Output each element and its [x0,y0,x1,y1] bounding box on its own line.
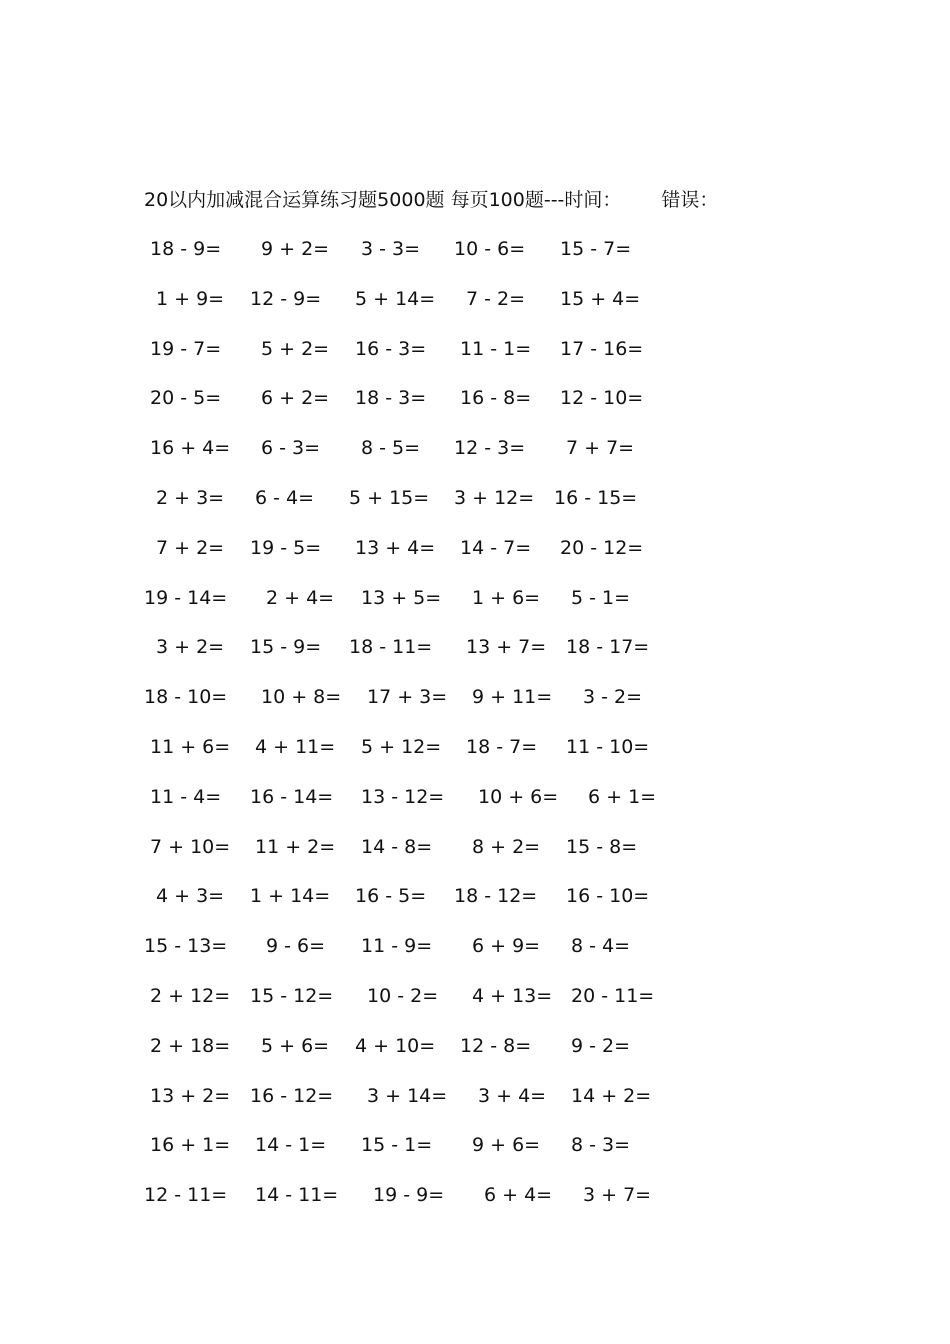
math-problem: 18 - 17= [566,636,650,659]
worksheet-header [144,186,718,214]
math-problem: 4 + 3= [156,885,225,908]
math-problem: 15 - 13= [144,935,228,958]
math-problem: 3 - 2= [583,686,643,709]
math-problem: 20 - 11= [571,984,655,1007]
math-problem: 8 - 3= [571,1134,631,1157]
math-problem: 14 + 2= [571,1084,652,1107]
problem-row [144,534,704,584]
math-problem: 13 + 5= [361,586,442,609]
math-problem: 7 + 10= [150,835,231,858]
math-problem: 12 - 11= [144,1184,228,1207]
worksheet-title: 20以内加减混合运算练习题5000题 每页100题---时间： [144,189,622,211]
math-problem: 18 - 10= [144,686,228,709]
math-problem: 4 + 11= [255,735,336,758]
math-problem: 13 + 2= [150,1084,231,1107]
math-problem: 8 - 5= [361,437,421,460]
math-problem: 13 + 7= [466,636,547,659]
math-problem: 2 + 3= [156,486,225,509]
math-problem: 18 - 11= [349,636,433,659]
problem-row [144,335,704,385]
problem-row [144,683,704,733]
math-problem: 12 - 10= [560,387,644,410]
math-problem: 1 + 9= [156,287,225,310]
math-problem: 15 - 9= [250,636,322,659]
math-problem: 15 - 12= [250,984,334,1007]
math-problem: 14 - 11= [255,1184,339,1207]
problem-row [144,783,704,833]
math-problem: 5 + 2= [261,337,330,360]
math-problem: 5 - 1= [571,586,631,609]
math-problem: 18 - 7= [466,735,538,758]
math-problem: 17 - 16= [560,337,644,360]
math-problem: 11 - 9= [361,935,433,958]
math-problem: 10 + 8= [261,686,342,709]
problem-row [144,484,704,534]
problem-row [144,1082,704,1132]
math-problem: 18 - 9= [150,238,222,260]
math-problem: 15 - 8= [566,835,638,858]
math-problem: 11 + 6= [150,735,231,758]
math-problem: 1 + 6= [472,586,541,609]
math-problem: 3 + 14= [367,1084,448,1107]
problem-row [144,982,704,1032]
problem-row [144,1131,704,1181]
problem-row [144,633,704,683]
problem-row [144,882,704,932]
math-problem: 20 - 5= [150,387,222,410]
math-problem: 5 + 6= [261,1034,330,1057]
math-problem: 13 + 4= [355,536,436,559]
math-problem: 9 + 11= [472,686,553,709]
math-problem: 7 + 2= [156,536,225,559]
math-problem: 5 + 14= [355,287,436,310]
math-problem: 19 - 5= [250,536,322,559]
math-problem: 8 - 4= [571,935,631,958]
math-problem: 2 + 18= [150,1034,231,1057]
math-problem: 16 - 12= [250,1084,334,1107]
math-problem: 4 + 10= [355,1034,436,1057]
math-problem: 9 - 6= [266,935,326,958]
math-problem: 7 - 2= [466,287,526,310]
problem-row [144,434,704,484]
problem-row [144,285,704,335]
math-problem: 1 + 14= [250,885,331,908]
math-problem: 13 - 12= [361,785,445,808]
problem-row [144,584,704,634]
math-problem: 3 + 12= [454,486,535,509]
math-problem: 10 + 6= [478,785,559,808]
problem-row [144,833,704,883]
math-problem: 14 - 8= [361,835,433,858]
math-problem: 8 + 2= [472,835,541,858]
math-problem: 7 + 7= [566,437,635,460]
math-problem: 9 + 6= [472,1134,541,1157]
math-problem: 11 - 1= [460,337,532,360]
math-problem: 17 + 3= [367,686,448,709]
math-problem: 10 - 2= [367,984,439,1007]
math-problem: 3 + 2= [156,636,225,659]
math-problem: 12 - 8= [460,1034,532,1057]
math-problem: 15 - 7= [560,238,632,260]
math-problem: 3 + 4= [478,1084,547,1107]
math-problem: 16 - 14= [250,785,334,808]
math-problem: 9 - 2= [571,1034,631,1057]
math-problem: 3 - 3= [361,238,421,260]
math-problem: 14 - 1= [255,1134,327,1157]
math-problem: 12 - 3= [454,437,526,460]
math-problem: 16 - 8= [460,387,532,410]
problem-row [144,1181,704,1231]
problem-grid [144,235,704,1231]
math-problem: 14 - 7= [460,536,532,559]
math-problem: 3 + 7= [583,1184,652,1207]
problem-row [144,733,704,783]
math-problem: 10 - 6= [454,238,526,260]
math-problem: 16 - 15= [554,486,638,509]
math-problem: 2 + 4= [266,586,335,609]
math-problem: 5 + 12= [361,735,442,758]
problem-row [144,384,704,434]
math-problem: 19 - 14= [144,586,228,609]
math-problem: 11 + 2= [255,835,336,858]
math-problem: 18 - 3= [355,387,427,410]
math-problem: 16 - 10= [566,885,650,908]
math-problem: 20 - 12= [560,536,644,559]
math-problem: 6 + 2= [261,387,330,410]
math-problem: 15 + 4= [560,287,641,310]
math-problem: 9 + 2= [261,238,330,260]
math-problem: 12 - 9= [250,287,322,310]
math-problem: 6 - 4= [255,486,315,509]
math-problem: 6 + 9= [472,935,541,958]
math-problem: 6 + 1= [588,785,657,808]
error-count-label: 错误： [661,189,719,211]
math-problem: 4 + 13= [472,984,553,1007]
math-problem: 18 - 12= [454,885,538,908]
math-problem: 15 - 1= [361,1134,433,1157]
math-problem: 16 + 1= [150,1134,231,1157]
math-problem: 19 - 9= [373,1184,445,1207]
problem-row [144,235,704,285]
math-problem: 11 - 4= [150,785,222,808]
math-problem: 2 + 12= [150,984,231,1007]
math-problem: 16 + 4= [150,437,231,460]
problem-row [144,932,704,982]
math-problem: 6 - 3= [261,437,321,460]
problem-row [144,1032,704,1082]
math-problem: 6 + 4= [484,1184,553,1207]
math-problem: 19 - 7= [150,337,222,360]
math-problem: 11 - 10= [566,735,650,758]
math-problem: 5 + 15= [349,486,430,509]
math-problem: 16 - 5= [355,885,427,908]
math-problem: 16 - 3= [355,337,427,360]
